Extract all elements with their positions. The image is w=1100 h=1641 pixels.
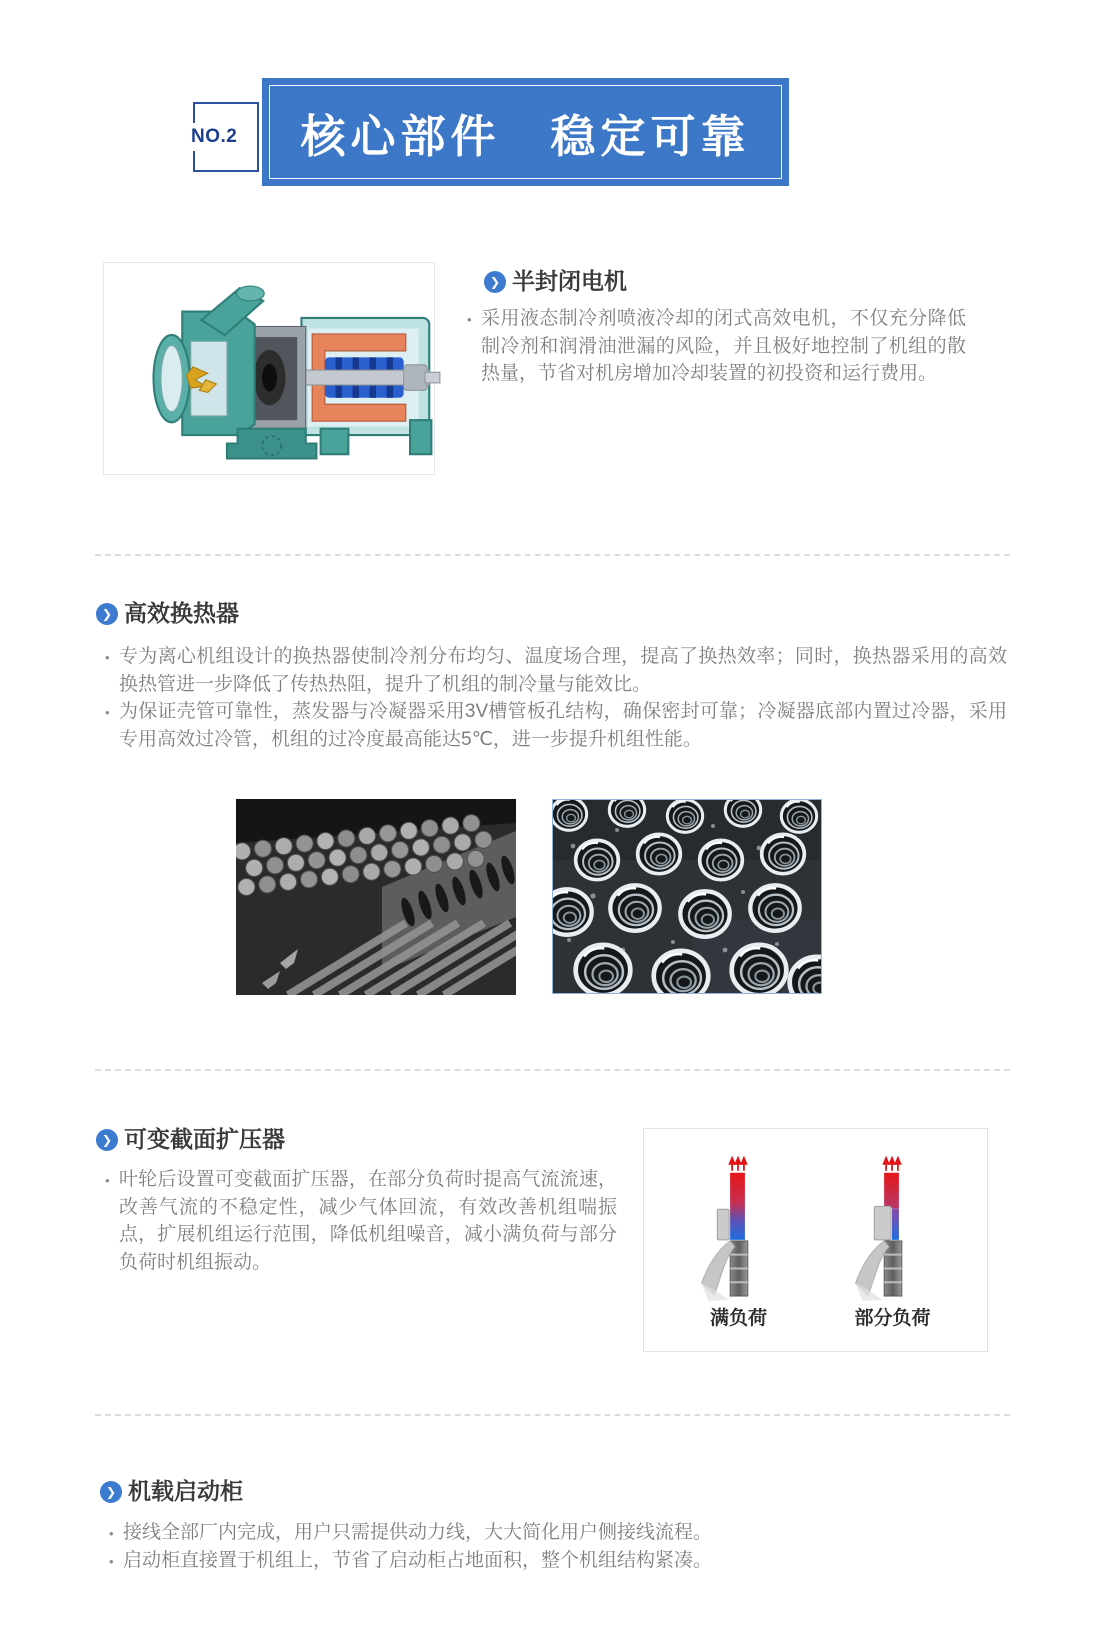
section-marker-icon [484,271,506,293]
flow-arrows-icon [883,1158,900,1171]
diffuser-partial-load-figure [838,1155,948,1351]
diffuser-partial-load-image [848,1155,938,1303]
bullet-item: • 启动柜直接置于机组上，节省了启动柜占地面积，整个机组结构紧凑。 [108,1547,1008,1575]
motor-cutaway-image [112,271,442,482]
diffuser-full-load-image [694,1155,784,1303]
bullet-item: • 为保证壳管可靠性，蒸发器与冷凝器采用3V槽管板孔结构，确保密封可靠；冷凝器底部内置过冷器，采用专用高效过冷管，机组的过冷度最高能达5℃，进一步提升机组性能。 [104,698,1007,753]
section-divider [95,1414,1010,1416]
tube-surface-micrograph [236,799,516,995]
section-title-diffuser: 可变截面扩压器 [124,1126,285,1152]
section-number-badge [193,102,259,172]
section-divider [95,554,1010,556]
diffuser-diagram-panel [643,1128,988,1352]
diffuser-label-full: 满负荷 [709,1308,767,1329]
section-title-heat-exchanger: 高效换热器 [124,600,239,626]
tube-surface-image [236,799,516,995]
chevron-right-icon: ❯ [101,1133,113,1147]
diffuser-bullet-list [104,1166,617,1276]
diffuser-full-load-figure [684,1155,794,1351]
flow-arrows-icon [729,1158,746,1171]
header-banner [262,78,789,186]
section-title-motor: 半封闭电机 [512,268,627,294]
bullet-item: • 接线全部厂内完成，用户只需提供动力线，大大简化用户侧接线流程。 [108,1519,1008,1547]
motor-bullet-list [466,305,966,388]
page-title: 核心部件 稳定可靠 [300,110,751,162]
diffuser-label-partial: 部分负荷 [854,1308,931,1329]
section-divider [95,1069,1010,1071]
tube-sheet-image [552,799,822,994]
bullet-item: • 专为离心机组设计的换热器使制冷剂分布均匀、温度场合理，提高了换热效率；同时，换热器采用的高效换热管进一步降低了传热热阻，提升了机组的制冷量与能效比。 [104,643,1007,698]
motor-figure [103,262,435,475]
bullet-item: • 采用液态制冷剂喷液冷却的闭式高效电机，不仅充分降低制冷剂和润滑油泄漏的风险，并且极好地控制了机组的散热量，节省对机房增加冷却装置的初投资和运行费用。 [466,305,966,388]
heat-exchanger-bullet-list [104,643,1007,753]
starter-bullet-list [108,1519,1008,1574]
section-marker-icon [100,1481,122,1503]
tube-sheet-holes [553,800,821,993]
section-title-starter: 机载启动柜 [128,1478,243,1504]
bullet-item: • 叶轮后设置可变截面扩压器，在部分负荷时提高气流流速，改善气流的不稳定性，减少气体回流，有效改善机组喘振点，扩展机组运行范围，降低机组噪音，减小满负荷与部分负荷时机组振动。 [104,1166,617,1276]
section-marker-icon [96,1129,118,1151]
chevron-right-icon: ❯ [489,275,501,289]
section-number-label: NO.2 [189,123,239,151]
chevron-right-icon: ❯ [105,1485,117,1499]
chevron-right-icon: ❯ [101,607,113,621]
section-marker-icon [96,603,118,625]
